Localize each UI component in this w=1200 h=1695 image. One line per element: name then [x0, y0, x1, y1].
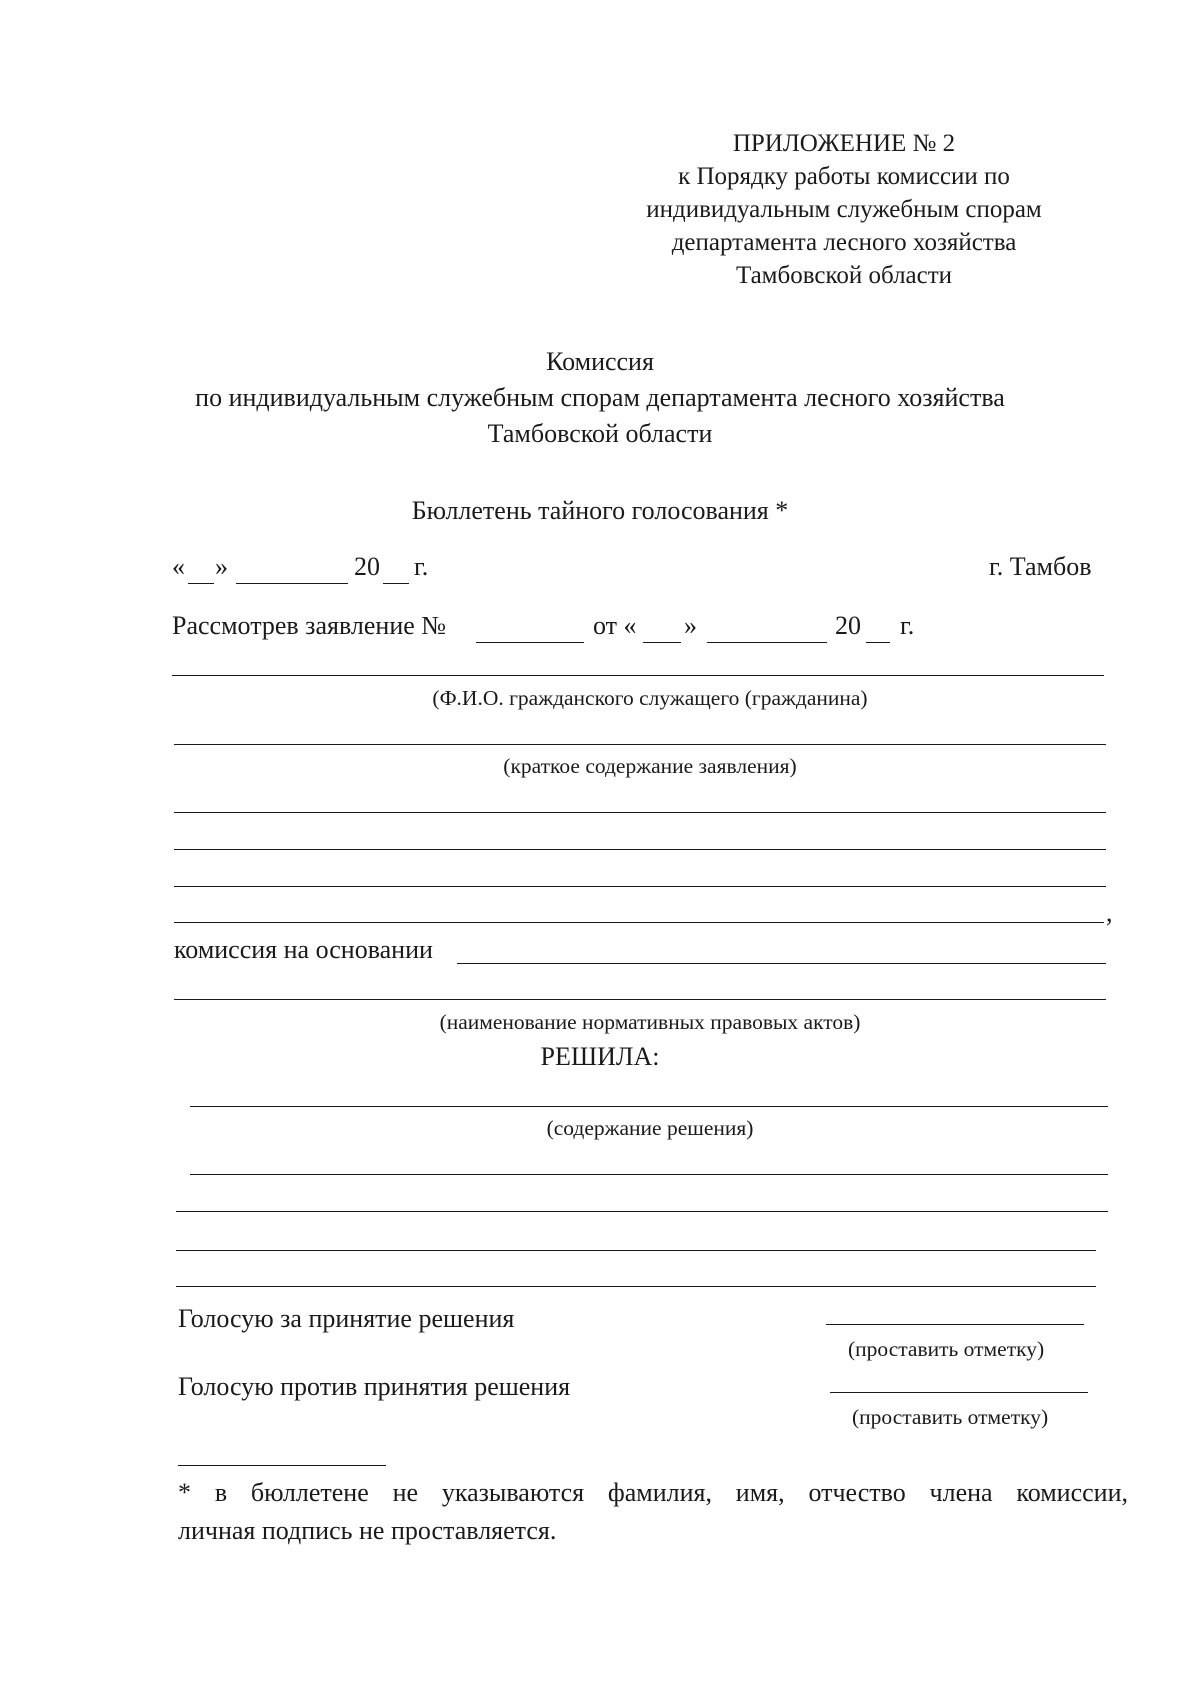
acts-caption: (наименование нормативных правовых актов): [439, 1010, 861, 1034]
summary-blank-line[interactable]: [174, 922, 1104, 923]
city-name: г. Тамбов: [989, 552, 1092, 581]
summary-blank-line[interactable]: [174, 812, 1106, 813]
summary-blank-line[interactable]: [174, 886, 1106, 887]
vote-for-caption: (проставить отметку): [848, 1337, 1045, 1361]
commission-header: [150, 344, 1050, 452]
appendix-line: индивидуальным служебным спорам: [646, 196, 1042, 223]
fio-blank-line[interactable]: [172, 675, 1104, 676]
date-month-blank[interactable]: [236, 583, 348, 584]
decision-caption: (содержание решения): [546, 1116, 754, 1140]
summary-caption: (краткое содержание заявления): [503, 754, 797, 778]
decision-blank-line[interactable]: [190, 1106, 1108, 1107]
decided-heading: РЕШИЛА:: [540, 1042, 660, 1071]
commission-title: Комиссия: [546, 347, 654, 376]
vote-for-mark-line[interactable]: [826, 1324, 1084, 1325]
commission-region: Тамбовской области: [487, 419, 713, 448]
acts-blank-line[interactable]: [174, 999, 1106, 1000]
statement-year-blank[interactable]: [866, 642, 890, 643]
statement-number-blank[interactable]: [476, 642, 584, 643]
statement-year-suffix: г.: [900, 611, 915, 640]
summary-comma: ,: [1106, 898, 1113, 927]
appendix-line: Тамбовской области: [735, 262, 953, 289]
date-day-blank[interactable]: [188, 583, 214, 584]
statement-from-label: от «: [593, 611, 637, 640]
statement-month-blank[interactable]: [707, 642, 827, 643]
summary-blank-line[interactable]: [174, 744, 1106, 745]
basis-blank-line[interactable]: [457, 963, 1106, 964]
commission-subtitle: по индивидуальным служебным спорам департамента лесного хозяйства: [195, 383, 1005, 412]
vote-for-label: Голосую за принятие решения: [178, 1304, 515, 1333]
fio-caption: (Ф.И.О. гражданского служащего (гражданина): [432, 686, 868, 710]
statement-day-blank[interactable]: [643, 642, 681, 643]
date-open-quote: «: [172, 552, 185, 581]
appendix-title: ПРИЛОЖЕНИЕ № 2: [732, 130, 956, 157]
statement-close-quote: »: [684, 611, 697, 640]
vote-against-mark-line[interactable]: [830, 1392, 1088, 1393]
basis-label: комиссия на основании: [174, 935, 433, 964]
statement-label: Рассмотрев заявление №: [172, 611, 447, 640]
decision-blank-line[interactable]: [176, 1211, 1108, 1212]
date-year-suffix: г.: [414, 552, 429, 581]
summary-blank-line[interactable]: [174, 849, 1106, 850]
footnote-separator: [178, 1465, 386, 1466]
statement-year-prefix: 20: [835, 611, 861, 640]
decision-blank-line[interactable]: [190, 1174, 1108, 1175]
appendix-header: [600, 127, 1088, 292]
vote-against-caption: (проставить отметку): [852, 1405, 1049, 1429]
date-year-blank[interactable]: [383, 583, 409, 584]
footnote: [178, 1474, 1128, 1550]
date-close-quote: »: [215, 552, 228, 581]
vote-against-label: Голосую против принятия решения: [178, 1372, 571, 1401]
date-year-prefix: 20: [354, 552, 380, 581]
footnote-line: * в бюллетене не указываются фамилия, имя, отчество члена комиссии,: [178, 1478, 1128, 1507]
appendix-line: к Порядку работы комиссии по: [678, 163, 1010, 190]
ballot-title: Бюллетень тайного голосования *: [411, 496, 789, 525]
decision-blank-line[interactable]: [176, 1286, 1096, 1287]
footnote-line: личная подпись не проставляется.: [178, 1516, 557, 1545]
decision-blank-line[interactable]: [176, 1250, 1096, 1251]
appendix-line: департамента лесного хозяйства: [671, 229, 1017, 256]
